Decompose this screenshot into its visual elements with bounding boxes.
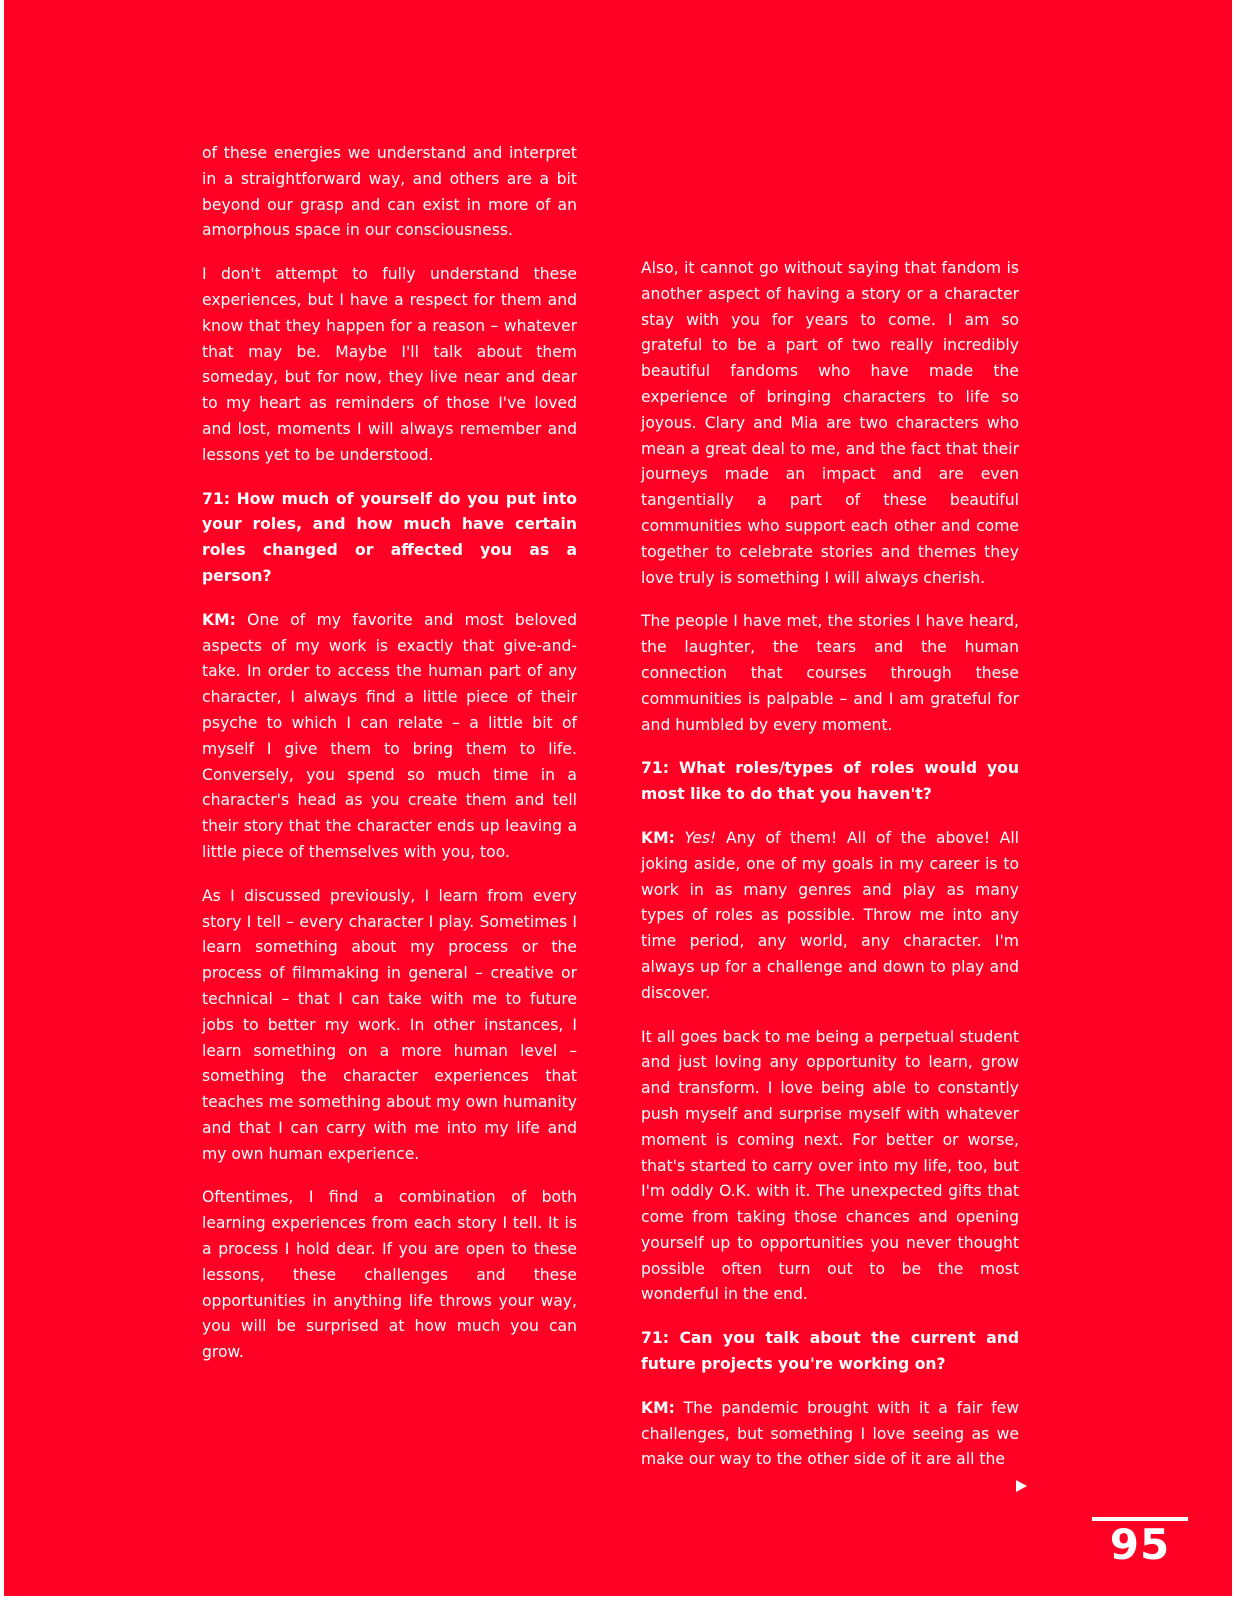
paragraph: of these energies we understand and interpret in a straightforward way, and others are a bit beyond our grasp and can exist in more of an amorphous space in our consciousness. (202, 144, 577, 240)
right-column (641, 256, 1019, 1491)
paragraph: It all goes back to me being a perpetual student and just loving any opportunity to learn, grow and transform. I love being able to constantly push myself and surprise myself with whatever moment is coming next. For better or worse, that's started to carry over into my life, too, but I'm oddly O.K. with it. The unexpected gifts that come from taking those chances and opening yourself up to opportunities you never thought possible often turn out to be the most wonderful in the end. (641, 1027, 1019, 1304)
answer-text: The pandemic brought with it a fair few challenges, but something I love seeing as we make our way to the other side of it are all the (641, 1398, 1019, 1469)
speaker-label: KM: (641, 1398, 675, 1417)
interview-answer (641, 826, 1019, 1007)
interview-question: 71: How much of yourself do you put into your roles, and how much have certain roles changed or affected you as a person? (202, 489, 577, 585)
interview-answer (202, 608, 577, 866)
speaker-label: KM: (202, 610, 236, 629)
play-triangle-icon[interactable] (1016, 1480, 1027, 1492)
emphasis-text: Yes! (684, 828, 717, 847)
paragraph: Oftentimes, I find a combination of both learning experiences from each story I tell. It is a process I hold dear. If you are open to these lessons, these challenges and these opportunities in anything life throws your way, you will be surprised at how much you can grow. (202, 1188, 577, 1362)
paragraph: Also, it cannot go without saying that fandom is another aspect of having a story or a character stay with you for years to come. I am so grateful to be a part of two really incredibly beautiful fandoms who have made the experience of bringing characters to life so joyous. Clary and Mia are two characters who mean a great deal to me, and the fact that their journeys made an impact and are even tangentially a part of these beautiful communities who support each other and come together to celebrate stories and themes they love truly is something I will always cherish. (641, 259, 1019, 587)
magazine-page (4, 0, 1232, 1596)
page-number (1090, 1517, 1190, 1561)
page-number-text: 95 (1109, 1520, 1171, 1561)
paragraph: As I discussed previously, I learn from every story I tell – every character I play. Sometimes I learn something about my process or the process of filmmaking in general – creative or technical – that I can take with me to future jobs to better my work. In other instances, I learn something on a more human level – something the character experiences that teaches me something about my own humanity and that I can carry with me into my life and my own human experience. (202, 886, 577, 1163)
answer-text: One of my favorite and most beloved aspects of my work is exactly that give-and-take. In order to access the human part of any character, I always find a little piece of their psyche to which I can relate – a little bit of myself I give them to bring them to life. Conversely, you spend so much time in a character's head as you create them and tell their story that the character ends up leaving a little piece of themselves with you, too. (202, 610, 577, 861)
interview-question: 71: What roles/types of roles would you most like to do that you haven't? (641, 759, 1019, 804)
speaker-label: KM: (641, 828, 675, 847)
answer-text: Any of them! All of the above! All joking aside, one of my goals in my career is to work in as many genres and play as many types of roles as possible. Throw me into any time period, any world, any character. I'm always up for a challenge and down to play and discover. (641, 828, 1019, 1002)
paragraph: The people I have met, the stories I have heard, the laughter, the tears and the human connection that courses through these communities is palpable – and I am grateful for and humbled by every moment. (641, 612, 1019, 734)
paragraph: I don't attempt to fully understand these experiences, but I have a respect for them and know that they happen for a reason – whatever that may be. Maybe I'll talk about them someday, but for now, they live near and dear to my heart as reminders of those I've loved and lost, moments I will always remember and lessons yet to be understood. (202, 265, 577, 464)
interview-answer (641, 1396, 1019, 1473)
left-column (202, 141, 577, 1384)
page-number-graphic (1090, 1517, 1190, 1561)
interview-question: 71: Can you talk about the current and future projects you're working on? (641, 1329, 1019, 1374)
